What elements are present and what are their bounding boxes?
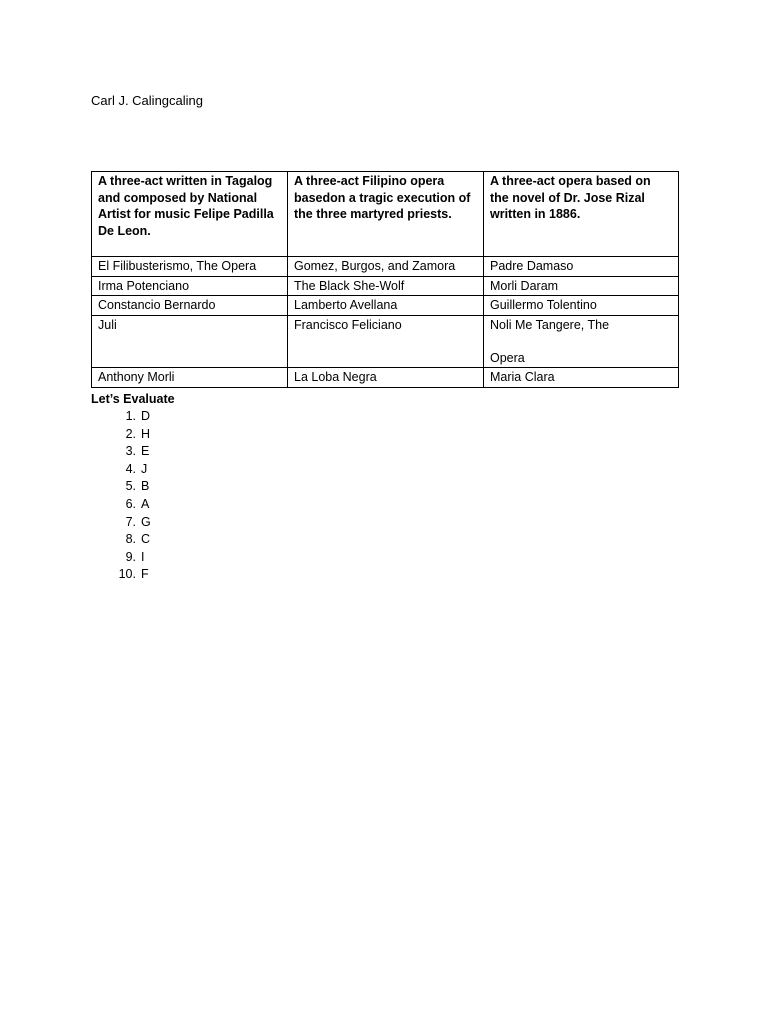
- matching-table: [91, 171, 679, 388]
- table-row: [92, 276, 679, 296]
- item-answer: C: [141, 532, 151, 547]
- table-cell: Maria Clara: [484, 368, 679, 388]
- table-row: [92, 368, 679, 388]
- table-row: [92, 315, 679, 368]
- table-row: [92, 296, 679, 316]
- item-answer: H: [141, 426, 151, 441]
- list-item: [91, 514, 151, 532]
- table-cell: El Filibusterismo, The Opera: [92, 257, 288, 277]
- item-number: 4.: [125, 461, 136, 476]
- table-cell: Anthony Morli: [92, 368, 288, 388]
- list-item: [91, 478, 151, 496]
- table-cell: La Loba Negra: [288, 368, 484, 388]
- table-cell: Gomez, Burgos, and Zamora: [288, 257, 484, 277]
- table-cell: Irma Potenciano: [92, 276, 288, 296]
- table-cell: Padre Damaso: [484, 257, 679, 277]
- table-cell: Juli: [92, 315, 288, 368]
- item-number: 6.: [125, 496, 136, 511]
- table-cell: The Black She-Wolf: [288, 276, 484, 296]
- header-cell: A three-act opera based on the novel of Dr. Jose Rizal written in 1886.: [484, 172, 679, 257]
- item-answer: J: [141, 461, 148, 476]
- header-cell: A three-act Filipino opera basedon a tragic execution of the three martyred priests.: [288, 172, 484, 257]
- item-number: 1.: [125, 409, 136, 423]
- list-item: [91, 461, 151, 479]
- header-cell: A three-act written in Tagalog and composed by National Artist for music Felipe Padilla De Leon.: [92, 172, 288, 257]
- list-item: [91, 531, 151, 549]
- table-cell: Lamberto Avellana: [288, 296, 484, 316]
- table-cell: Noli Me Tangere, The Opera: [484, 315, 679, 368]
- item-answer: G: [141, 514, 151, 529]
- list-item: [91, 549, 151, 567]
- item-number: 7.: [125, 514, 136, 529]
- list-item: [91, 426, 151, 444]
- table-cell: Francisco Feliciano: [288, 315, 484, 368]
- table-cell: Morli Daram: [484, 276, 679, 296]
- item-answer: B: [141, 479, 150, 494]
- list-item: [91, 408, 151, 426]
- list-item: [91, 496, 151, 514]
- item-number: 8.: [125, 532, 136, 547]
- item-number: 3.: [125, 444, 136, 459]
- item-number: 2.: [125, 426, 136, 441]
- item-answer: F: [141, 567, 149, 582]
- section-heading: Let’s Evaluate: [91, 392, 175, 406]
- table-cell: Constancio Bernardo: [92, 296, 288, 316]
- item-answer: A: [141, 496, 150, 511]
- table-row: [92, 257, 679, 277]
- list-item: [91, 566, 151, 584]
- item-answer: I: [141, 549, 145, 564]
- answer-list: [91, 408, 151, 584]
- item-number: 9.: [125, 549, 136, 564]
- item-answer: D: [141, 409, 151, 423]
- table-header-row: [92, 172, 679, 257]
- item-answer: E: [141, 444, 150, 459]
- item-number: 10.: [118, 567, 136, 582]
- author-name: Carl J. Calingcaling: [91, 93, 203, 108]
- list-item: [91, 443, 151, 461]
- table-cell: Guillermo Tolentino: [484, 296, 679, 316]
- item-number: 5.: [125, 479, 136, 494]
